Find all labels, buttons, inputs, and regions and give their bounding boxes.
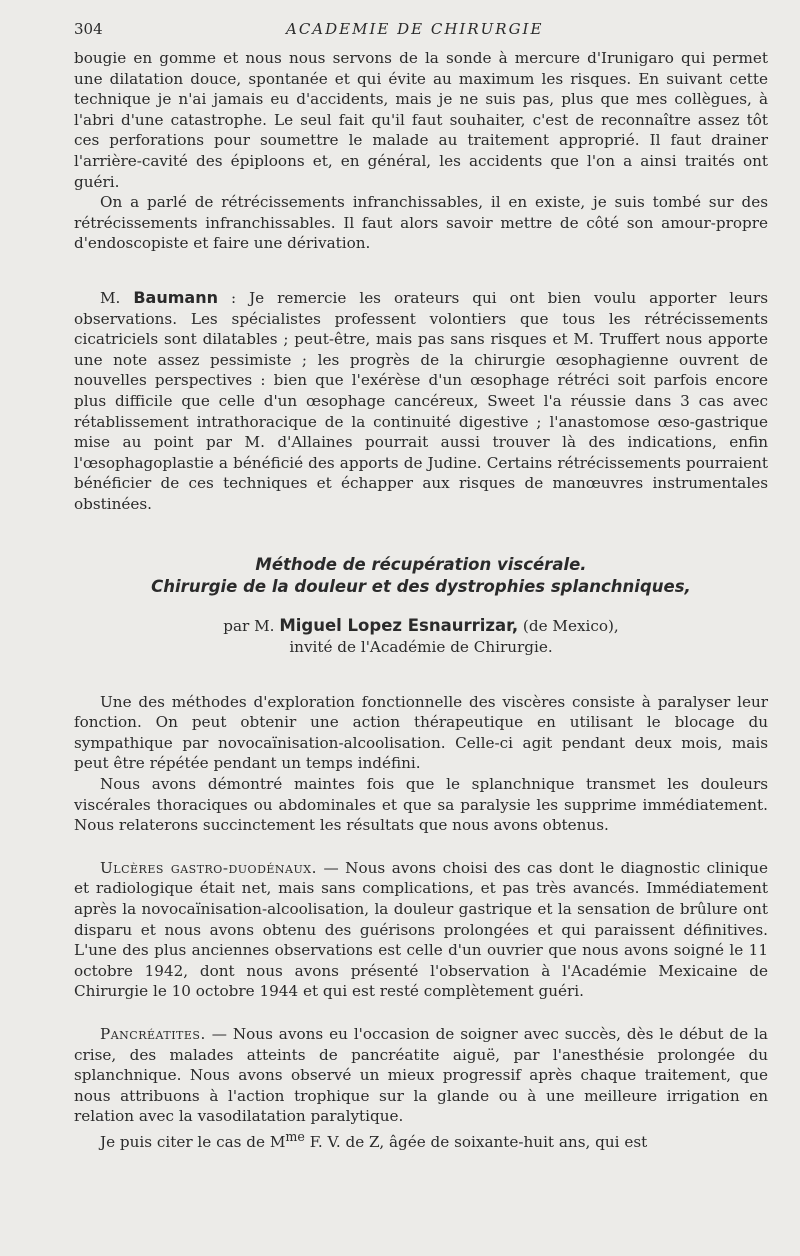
p8-sup: me	[285, 1128, 305, 1144]
section-title	[74, 554, 768, 598]
subsection-text-ulceres: — Nous avons choisi des cas dont le diagnostic clinique et radiologique était net, mais sans complications, et pas très avancés. Immédiatement après la novocaïnisation-alcoolisation, la douleur gastrique et la sensation de brûlure ont disparu et nous avons obtenu des guérisons prolongées et qui paraissent définitives. L'une des plus anciennes observations est celle d'un ouvrier que nous avons soigné le 11 octobre 1942, dont nous avons présenté l'observation à l'Académie Mexicaine de Chirurgie le 10 octobre 1944 et qui est resté complètement guéri.	[74, 858, 768, 1001]
subsection-label-ulceres: Ulcères gastro-duodénaux.	[100, 858, 317, 877]
page-number: 304	[74, 20, 103, 38]
p8-post: F. V. de Z, âgée de soixante-huit ans, qui est	[304, 1133, 648, 1151]
section-title-line-2: Chirurgie de la douleur et des dystrophies splanchniques,	[151, 577, 691, 597]
subsection-text-pancreatites: — Nous avons eu l'occasion de soigner avec succès, dès le début de la crise, des malades atteints de pancréatite aiguë, par l'anesthésie prolongée du splanchnique. Nous avons observé un mieux progressif après chaque traitement, que nous attribuons à l'action trophique sur la glande ou à une meilleure irrigation en relation avec la vasodilatation paralytique.	[74, 1024, 768, 1126]
p8-pre: Je puis citer le cas de M	[100, 1133, 286, 1151]
paragraph-5: Nous avons démontré maintes fois que le splanchnique transmet les douleurs viscérales thoraciques ou abdominales et que sa paralysie les supprime immédiatement. Nous relaterons succinctement les résultats que nous avons obtenus.	[74, 775, 768, 835]
paragraph-1: bougie en gomme et nous nous servons de la sonde à mercure d'Irunigaro qui permet une dilatation douce, spontanée et qui évite au maximum les risques. En suivant cette technique je n'ai jamais eu d'accidents, mais je ne suis pas, plus que mes collègues, à l'abri d'une catastrophe. Le seul fait qu'il faut souhaiter, c'est de reconnaître assez tôt ces perforations pour soumettre le malade au traitement approprié. Il faut drainer l'arrière-cavité des épiploons et, en général, les accidents que l'on a ainsi traités ont guéri.	[74, 49, 768, 191]
running-title: ACADEMIE DE CHIRURGIE	[286, 20, 544, 38]
section-title-line-1: Méthode de récupération viscérale.	[255, 555, 587, 575]
speaker-name: Baumann	[133, 287, 218, 307]
page-header	[74, 18, 768, 48]
byline-line-1	[74, 616, 768, 637]
paragraph-pancreatites	[74, 1024, 768, 1127]
paragraph-4: Une des méthodes d'exploration fonctionnelle des viscères consiste à paralyser leur fonction. On peut obtenir une action thérapeutique en utilisant le blocage du sympathique par novocaïnisation-alcoolisation. Celle-ci agit pendant deux mois, mais peut être répétée pendant un temps indéfini.	[74, 692, 768, 773]
paragraph-8	[74, 1127, 768, 1153]
paragraph-ulceres	[74, 858, 768, 1002]
byline-suffix: (de Mexico),	[518, 617, 619, 636]
paragraph-2: On a parlé de rétrécissements infranchissables, il en existe, je suis tombé sur des rétrécissements infranchissables. Il faut alors savoir mettre de côté son amour-propre d'endoscopiste et faire une dérivation.	[74, 193, 768, 253]
byline-prefix: par M.	[223, 617, 280, 636]
author-name: Miguel Lopez Esnaurrizar,	[279, 616, 519, 636]
subsection-label-pancreatites: Pancréatites.	[100, 1024, 206, 1043]
speaker-text: : Je remercie les orateurs qui ont bien voulu apporter leurs observations. Les spécialistes professent volontiers que tous les rétrécissements cicatriciels sont dilatables ; peut-être, mais pas sans risques et M. Truffert nous apporte une note assez pessimiste ; les progrès de la chirurgie œsophagienne ouvrent de nouvelles perspectives : bien que l'exérèse d'un œsophage rétréci soit parfois encore plus difficile que celle d'un œsophage cancéreux, Sweet l'a réussie dans 3 cas avec rétablissement intrathoracique de la continuité digestive ; l'anastomose œso-gastrique mise au point par M. d'Allaines pourrait aussi trouver là des indications, enfin l'œsophagoplastie a bénéficié des apports de Judine. Certains rétrécissements pourraient bénéficier de ces techniques et échapper aux risques de manœuvres instrumentales obstinées.	[74, 288, 768, 513]
speaker-prefix: M.	[100, 288, 134, 307]
paragraph-baumann	[74, 288, 768, 515]
author-byline	[74, 616, 768, 657]
byline-line-2: invité de l'Académie de Chirurgie.	[289, 638, 553, 657]
